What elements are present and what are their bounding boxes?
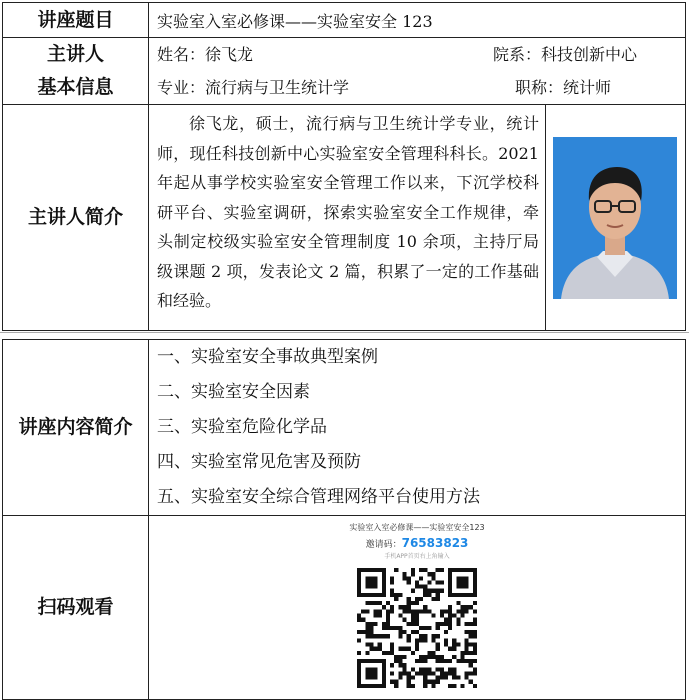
dept-value: 科技创新中心	[540, 45, 637, 64]
lecture-title-label: 讲座题目	[3, 3, 149, 38]
speaker-name	[157, 38, 253, 71]
speaker-title	[515, 71, 637, 104]
name-value: 徐飞龙	[205, 45, 254, 64]
qr-header: 实验室入室必修课——实验室安全123	[349, 523, 485, 532]
speaker-dept	[493, 38, 637, 71]
qr-hint: 手机APP首页右上角输入	[384, 553, 450, 560]
qr-cell	[149, 516, 686, 700]
speaker-info-label	[3, 38, 149, 105]
portrait-photo	[553, 137, 677, 299]
lecture-title-value: 实验室入室必修课——实验室安全 123	[149, 3, 686, 38]
invite-code-label: 邀请码：	[365, 540, 402, 550]
speaker-major	[157, 71, 349, 104]
major-label: 专业：	[157, 78, 206, 97]
bio-label: 主讲人简介	[3, 105, 149, 331]
lecture-content-table	[2, 339, 686, 700]
dept-label: 院系：	[492, 45, 541, 64]
page-separator	[0, 332, 689, 333]
list-item: 一、实验室安全事故典型案例	[157, 347, 378, 367]
bio-cell	[149, 105, 546, 331]
major-value: 流行病与卫生统计学	[205, 78, 350, 97]
speaker-info-label-line2: 基本信息	[37, 76, 114, 98]
list-item: 二、实验室安全因素	[157, 382, 310, 402]
lecture-info-table	[2, 2, 686, 331]
qr-label: 扫码观看	[3, 516, 149, 700]
title-value: 统计师	[562, 78, 611, 97]
speaker-info-cell	[149, 38, 686, 105]
content-list	[149, 340, 686, 516]
qr-code-icon[interactable]	[357, 568, 477, 688]
list-item: 三、实验室危险化学品	[157, 417, 327, 437]
list-item: 五、实验室安全综合管理网络平台使用方法	[157, 487, 480, 507]
invite-code-line	[149, 536, 685, 550]
photo-cell	[545, 105, 685, 331]
bio-text: 徐飞龙，硕士，流行病与卫生统计学专业，统计师，现任科技创新中心实验室安全管理科科长。2021 年起从事学校实验室安全管理工作以来，下沉学校科研平台、实验室调研，探索实验室安全工作规律，牵头制定校级实验室安全管理制度 10 余项，主持厅局级课题 2 项，发表论文 2 篇，积累了一定的工作基础和经验。	[157, 114, 539, 310]
content-label: 讲座内容简介	[3, 340, 149, 516]
speaker-info-label-line1: 主讲人	[46, 43, 104, 65]
invite-code: 76583823	[401, 536, 469, 550]
title-label: 职称：	[514, 78, 563, 97]
name-label: 姓名：	[157, 45, 206, 64]
list-item: 四、实验室常见危害及预防	[157, 452, 361, 472]
